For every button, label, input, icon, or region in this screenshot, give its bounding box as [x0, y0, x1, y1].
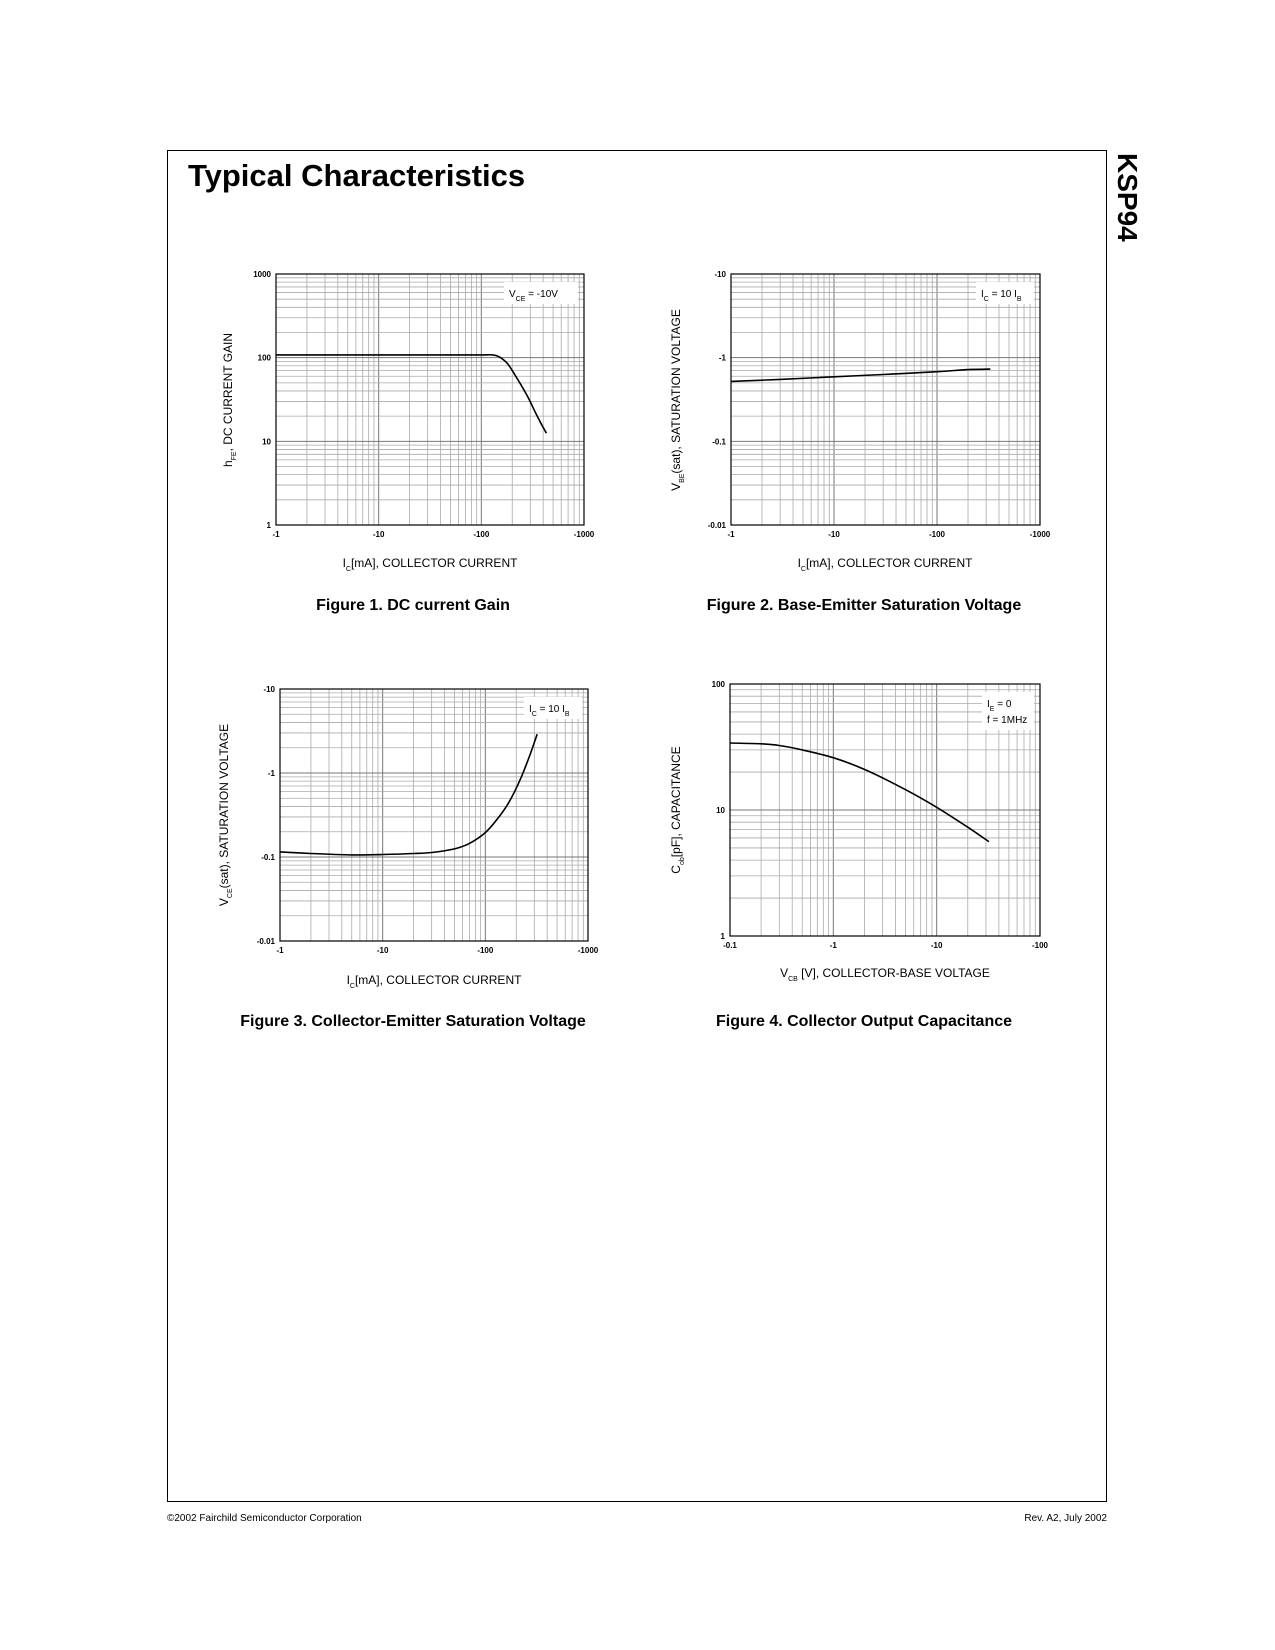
x-tick-label: -1 [276, 946, 284, 955]
y-axis-label: $h_{FE}$, DC CURRENT GAIN [221, 332, 238, 468]
x-tick-label: -100 [477, 946, 494, 955]
x-tick-label: -100 [928, 530, 946, 539]
series-line [730, 743, 989, 842]
y-tick-label: 100 [711, 680, 725, 689]
footer-copyright: ©2002 Fairchild Semiconductor Corporation [167, 1513, 362, 1524]
y-tick-label: -10 [714, 270, 726, 279]
x-tick-label: -100 [1031, 941, 1049, 950]
x-tick-label: -1000 [577, 946, 599, 955]
x-tick-label: -10 [372, 530, 385, 539]
legend-label: $I_C = 10$ $I_B$ [981, 289, 1022, 303]
figure-1-caption: Figure 1. DC current Gain [316, 597, 510, 614]
legend-label: $I_C = 10$ $I_B$ [529, 704, 570, 718]
plot-frame [280, 689, 588, 941]
legend-label: $V_{CE} = -10V$ [509, 289, 558, 303]
x-tick-label: -1 [727, 530, 735, 539]
chart-base-emitter-saturation-voltage [669, 270, 1051, 573]
series-line [280, 734, 537, 855]
y-tick-label: 100 [257, 353, 271, 363]
chart-dc-current-gain [221, 270, 595, 573]
x-tick-label: -100 [473, 530, 490, 539]
legend-label: $I_E = 0$ [987, 699, 1012, 713]
figure-4-caption: Figure 4. Collector Output Capacitance [715, 1013, 1013, 1030]
plot-frame [731, 274, 1040, 525]
y-tick-label: -10 [263, 685, 275, 694]
y-tick-label: 10 [262, 437, 271, 447]
figure-2-caption: Figure 2. Base-Emitter Saturation Voltage [706, 597, 1022, 614]
y-tick-label: -0.01 [707, 521, 726, 530]
y-tick-label: 1000 [253, 270, 271, 279]
footer-revision: Rev. A2, July 2002 [1024, 1513, 1107, 1524]
grid [280, 689, 588, 941]
y-tick-label: 1 [266, 521, 271, 530]
y-tick-label: -0.1 [261, 853, 275, 862]
y-axis-label: $V_{CE}(sat)$, SATURATION VOLTAGE [217, 723, 234, 907]
x-tick-label: -1 [829, 941, 837, 950]
x-tick-label: -1 [272, 530, 280, 539]
x-axis-label: $I_C[mA]$, COLLECTOR CURRENT [346, 973, 522, 990]
y-tick-label: -0.1 [712, 437, 726, 447]
page-title: Typical Characteristics [188, 158, 526, 193]
y-tick-label: 10 [716, 806, 725, 815]
series-line [276, 355, 546, 433]
grid [731, 274, 1040, 525]
x-tick-label: -1000 [573, 530, 595, 539]
y-axis-label: $C_{ob}[pF]$, CAPACITANCE [669, 746, 686, 874]
chart-collector-output-capacitance [669, 680, 1049, 983]
x-tick-label: -0.1 [723, 941, 737, 950]
plot-frame [276, 274, 584, 525]
x-axis-label: $V_{CB}$ [V], COLLECTOR-BASE VOLTAGE [780, 966, 990, 983]
grid [276, 274, 584, 525]
x-axis-label: $I_C[mA]$, COLLECTOR CURRENT [797, 556, 973, 573]
x-tick-label: -10 [828, 530, 840, 539]
x-axis-label: $I_C[mA]$, COLLECTOR CURRENT [342, 556, 518, 573]
x-tick-label: -10 [376, 946, 389, 955]
part-number: KSP94 [1112, 153, 1143, 242]
chart-collector-emitter-saturation-voltage [217, 685, 599, 990]
y-tick-label: 1 [720, 932, 725, 941]
y-tick-label: -1 [267, 769, 275, 778]
legend-label: f = 1MHz [987, 715, 1028, 726]
x-tick-label: -10 [930, 941, 943, 950]
figure-3-caption: Figure 3. Collector-Emitter Saturation Voltage [240, 1013, 586, 1030]
y-tick-label: -0.01 [256, 937, 275, 946]
y-axis-label: $V_{BE}(sat)$, SATURATION VOLTAGE [669, 309, 686, 491]
y-tick-label: -1 [718, 353, 726, 363]
x-tick-label: -1000 [1029, 530, 1051, 539]
